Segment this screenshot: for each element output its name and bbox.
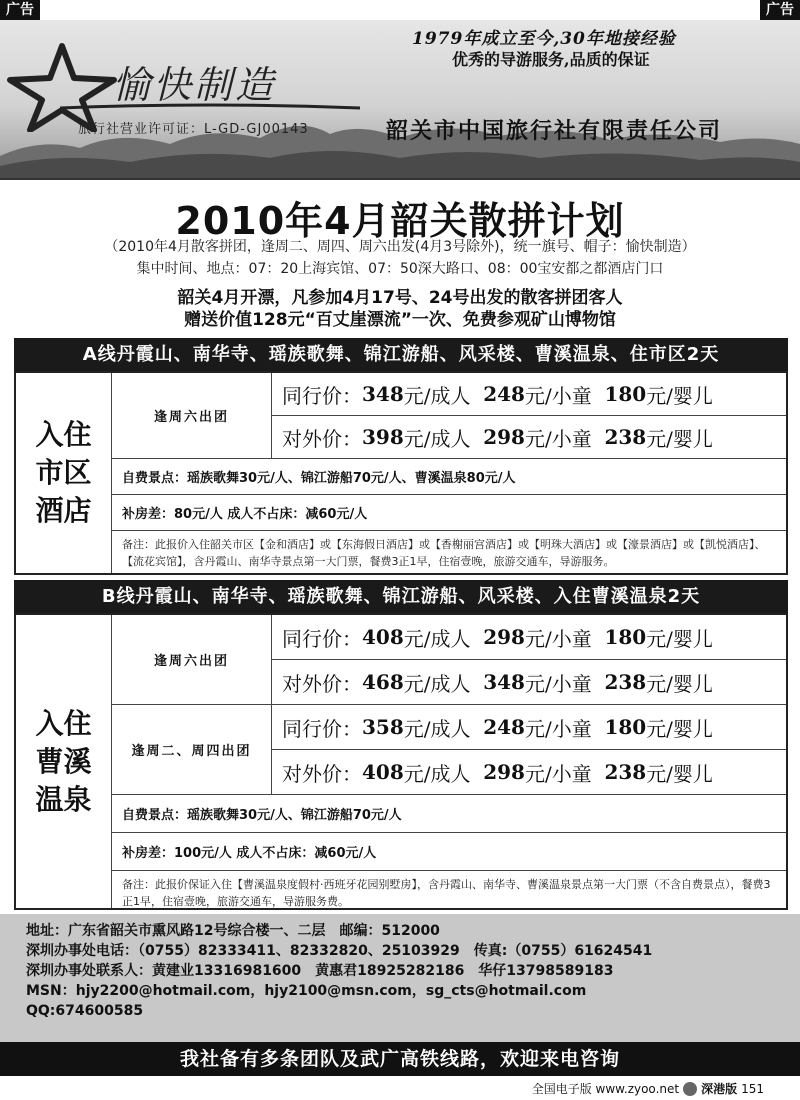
page-title: 2010年4月韶关散拼计划 bbox=[175, 199, 625, 243]
banner-slogan-quality: 优秀的导游服务,品质的保证 bbox=[452, 50, 650, 69]
line-b-self-pay: 自费景点：瑶族歌舞30元/人、锦江游船70元/人 bbox=[112, 795, 786, 833]
unit-adult: 元/成人 bbox=[403, 626, 471, 651]
unit-child: 元/小童 bbox=[524, 626, 592, 651]
unit-infant: 元/婴儿 bbox=[646, 383, 713, 408]
line-a-schedule: 逢周六出团 bbox=[112, 373, 272, 459]
price-label: 对外价： bbox=[282, 426, 362, 451]
line-a-price-row-trade bbox=[272, 373, 786, 416]
line-b-hotel-label bbox=[34, 705, 94, 819]
unit-adult: 元/成人 bbox=[403, 761, 471, 786]
child-price: 248 bbox=[483, 715, 525, 739]
unit-child: 元/小童 bbox=[524, 716, 592, 741]
line-b-schedule-tue-thu: 逢周二、周四出团 bbox=[112, 705, 272, 795]
bottom-slogan: 我社备有多条团队及武广高铁线路，欢迎来电咨询 bbox=[0, 1042, 800, 1076]
line-a-price-row-public bbox=[272, 416, 786, 459]
qq-contact: QQ:674600585 bbox=[26, 1003, 144, 1019]
departure-info: （2010年4月散客拼团，逢周二、周四、周六出发(4月3号除外)，统一旗号、帽子：愉快制造） bbox=[104, 239, 696, 255]
price-label: 同行价： bbox=[282, 716, 362, 741]
line-a-hotel-cell bbox=[16, 373, 112, 573]
page-footer bbox=[532, 1080, 764, 1097]
infant-price: 238 bbox=[604, 760, 647, 784]
line-b-weekday-price-trade bbox=[272, 705, 786, 750]
infant-price: 238 bbox=[604, 670, 647, 694]
line-b-note: 备注：此报价保证入住【曹溪温泉度假村·西班牙花园别墅房】，含丹霞山、南华寺、曹溪温泉景点第一大门票（不含自费景点），餐费3正1早，住宿壹晚，旅游交通车，导游服务费。 bbox=[122, 878, 771, 908]
child-price: 298 bbox=[483, 760, 525, 784]
infant-price: 180 bbox=[604, 715, 647, 739]
company-name: 韶关市中国旅行社有限责任公司 bbox=[386, 119, 723, 144]
unit-child: 元/小童 bbox=[524, 761, 592, 786]
unit-adult: 元/成人 bbox=[403, 716, 471, 741]
price-label: 同行价： bbox=[282, 626, 362, 651]
line-a-header: A线丹霞山、南华寺、瑶族歌舞、锦江游船、风采楼、曹溪温泉、住市区2天 bbox=[14, 338, 788, 371]
brand-name: 愉快制造 bbox=[112, 63, 277, 107]
adult-price: 468 bbox=[362, 670, 404, 694]
banner bbox=[0, 20, 800, 180]
child-price: 298 bbox=[483, 425, 525, 449]
msn-contacts: MSN：hjy2200@hotmail.com，hjy2100@msn.com，sg_cts@hotmail.com bbox=[26, 983, 587, 999]
line-b-header: B线丹霞山、南华寺、瑶族歌舞、锦江游船、风采楼、入住曹溪温泉2天 bbox=[14, 580, 788, 613]
ad-tag-left: 广告 bbox=[0, 0, 40, 20]
address: 地址：广东省韶关市熏风路12号综合楼一、二层 邮编：512000 bbox=[26, 923, 440, 939]
edition-name: 深港版 bbox=[701, 1082, 738, 1096]
unit-infant: 元/婴儿 bbox=[646, 626, 713, 651]
promo-line-2: 赠送价值128元“百丈崖漂流”一次、免费参观矿山博物馆 bbox=[184, 310, 616, 330]
edition-badge-icon bbox=[683, 1082, 697, 1096]
contact-people: 深圳办事处联系人：黄建业13316981600 黄惠君18925282186 华仔13798589183 bbox=[26, 963, 614, 979]
line-b-hotel-word-2: 曹溪 bbox=[35, 744, 92, 778]
line-a-hotel-word-2: 市区 bbox=[35, 456, 92, 489]
unit-infant: 元/婴儿 bbox=[646, 716, 713, 741]
line-b-hotel-word-3: 温泉 bbox=[35, 782, 92, 816]
child-price: 348 bbox=[483, 670, 525, 694]
infant-price: 238 bbox=[604, 425, 647, 449]
child-price: 248 bbox=[483, 382, 525, 406]
unit-infant: 元/婴儿 bbox=[646, 671, 713, 696]
line-a-hotel-word-3: 酒店 bbox=[35, 494, 92, 527]
promo-line-1: 韶关4月开漂，凡参加4月17号、24号出发的散客拼团客人 bbox=[177, 288, 623, 308]
unit-adult: 元/成人 bbox=[403, 671, 471, 696]
line-a-table bbox=[14, 371, 788, 575]
phone-fax: 深圳办事处电话：（0755）82333411、82332820、25103929 传真:（0755）61624541 bbox=[26, 943, 653, 959]
line-a-hotel-label bbox=[34, 416, 94, 530]
line-a-room-diff: 补房差：80元/人 成人不占床：减60元/人 bbox=[112, 495, 786, 531]
unit-adult: 元/成人 bbox=[403, 426, 471, 451]
unit-child: 元/小童 bbox=[524, 383, 592, 408]
line-a-hotel-word-1: 入住 bbox=[35, 418, 92, 451]
price-label: 对外价： bbox=[282, 671, 362, 696]
child-price: 298 bbox=[483, 625, 525, 649]
unit-child: 元/小童 bbox=[524, 426, 592, 451]
ad-tag-right: 广告 bbox=[760, 0, 800, 20]
line-b-hotel-cell bbox=[16, 615, 112, 908]
line-b-sat-price-trade bbox=[272, 615, 786, 660]
banner-slogan-experience: 1979年成立至今,30年地接经验 bbox=[412, 29, 676, 49]
unit-infant: 元/婴儿 bbox=[646, 761, 713, 786]
unit-adult: 元/成人 bbox=[403, 383, 471, 408]
unit-child: 元/小童 bbox=[524, 671, 592, 696]
page-number: 151 bbox=[741, 1081, 764, 1096]
license-number: 旅行社营业许可证：L-GD-GJ00143 bbox=[78, 122, 309, 137]
price-label: 对外价： bbox=[282, 761, 362, 786]
brand-underline-swoosh bbox=[60, 102, 360, 112]
line-b-sat-price-public bbox=[272, 660, 786, 705]
adult-price: 408 bbox=[362, 625, 404, 649]
adult-price: 348 bbox=[362, 382, 404, 406]
infant-price: 180 bbox=[604, 625, 647, 649]
infant-price: 180 bbox=[604, 382, 647, 406]
unit-infant: 元/婴儿 bbox=[646, 426, 713, 451]
line-b-table bbox=[14, 613, 788, 910]
adult-price: 398 bbox=[362, 425, 404, 449]
adult-price: 408 bbox=[362, 760, 404, 784]
line-b-schedule-sat: 逢周六出团 bbox=[112, 615, 272, 705]
contact-panel bbox=[0, 914, 800, 1042]
meeting-points: 集中时间、地点：07：20上海宾馆、07：50深大路口、08：00宝安都之都酒店门口 bbox=[136, 261, 664, 277]
line-b-hotel-word-1: 入住 bbox=[35, 706, 92, 740]
line-a-self-pay: 自费景点：瑶族歌舞30元/人、锦江游船70元/人、曹溪温泉80元/人 bbox=[112, 459, 786, 495]
price-label: 同行价： bbox=[282, 383, 362, 408]
line-b-room-diff: 补房差：100元/人 成人不占床：减60元/人 bbox=[112, 833, 786, 871]
site-url: 全国电子版 www.zyoo.net bbox=[531, 1082, 680, 1096]
line-b-weekday-price-public bbox=[272, 750, 786, 795]
adult-price: 358 bbox=[362, 715, 404, 739]
line-a-note: 备注：此报价入住韶关市区【金和酒店】或【东海假日酒店】或【香榭丽宫酒店】或【明珠大酒店】或【濠景酒店】或【凯悦酒店】、【流花宾馆】，含丹霞山、南华寺景点第一大门票，餐费3正1早，住宿壹晚，旅游交通车，导游服务。 bbox=[122, 538, 766, 568]
